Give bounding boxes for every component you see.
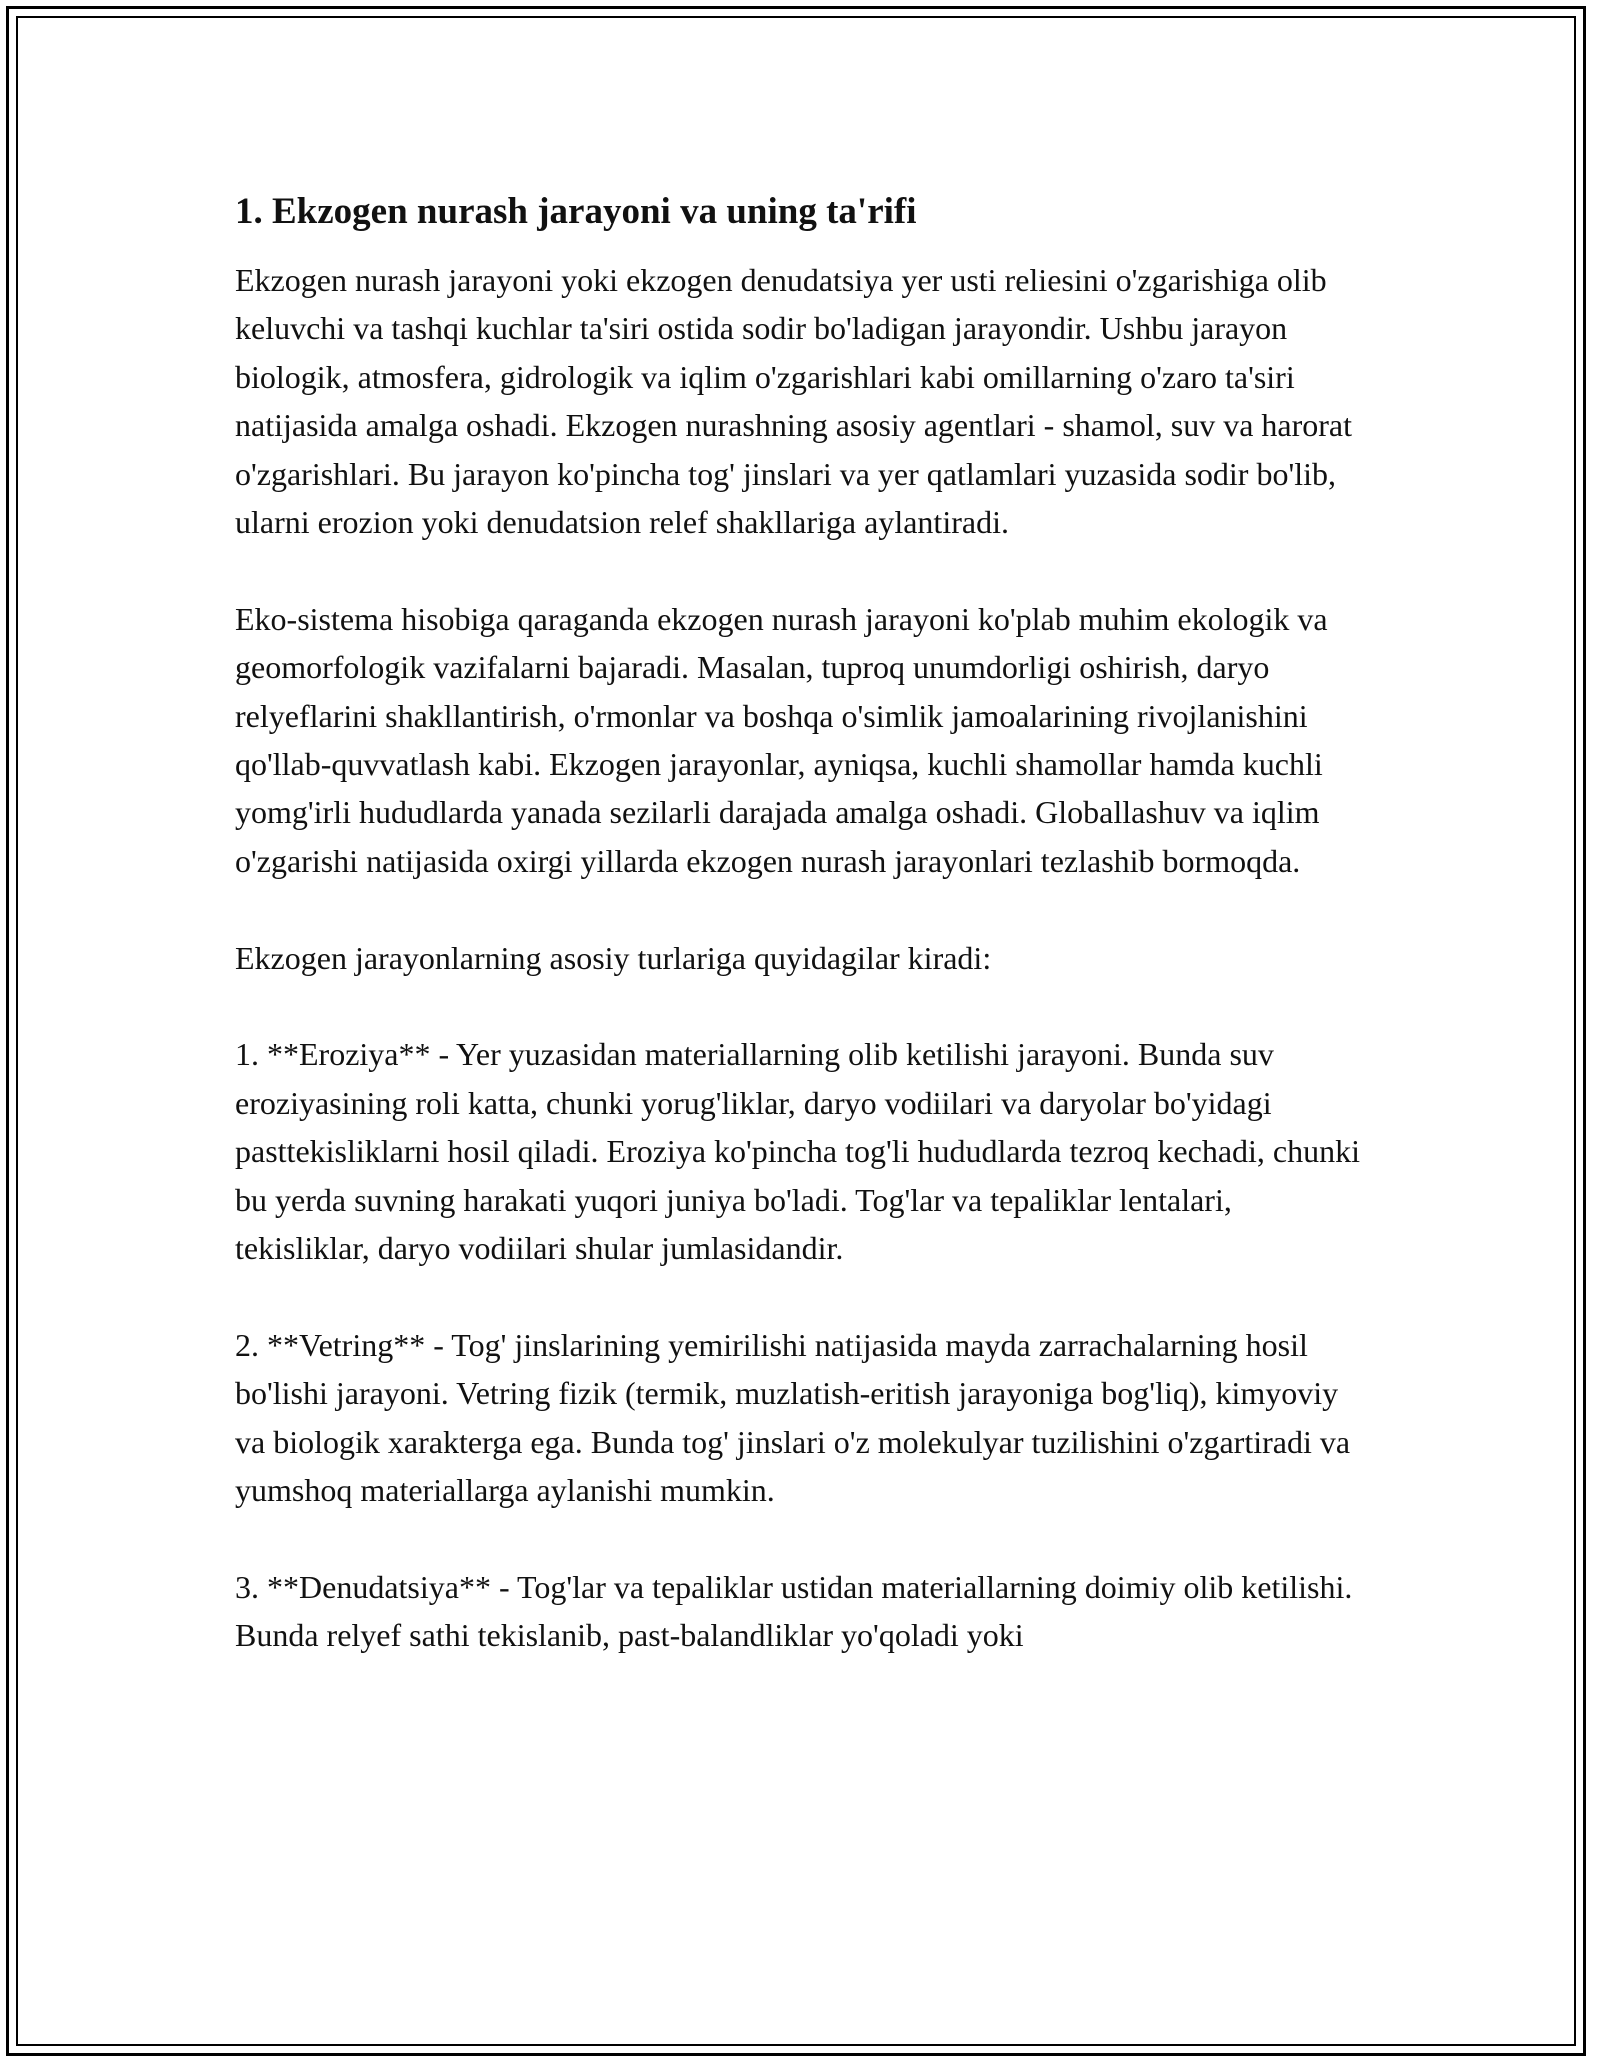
paragraph-types-intro: Ekzogen jarayonlarning asosiy turlariga quyidagilar kiradi:	[235, 939, 992, 976]
list-item-denudation: 3. **Denudatsiya** - Tog'lar va tepaliklar ustidan materiallarning doimiy olib ketilishi. Bunda relyef sathi tekislanib, past-balandliklar yo'qoladi yoki	[235, 1568, 1353, 1654]
list-item-weathering: 2. **Vetring** - Tog' jinslarining yemirilishi natijasida mayda zarrachalarning hosil bo'lishi jarayoni. Vetring fizik (termik, muzlatish-eritish jarayoniga bog'liq), kimyoviy va biologik xarakterga ega. Bunda tog' jinslari o'z molekulyar tuzilishini o'zgartiradi va yumshoq materiallarga aylanishi mumkin.	[235, 1326, 1351, 1509]
paragraph-ecosystem: Eko-sistema hisobiga qaraganda ekzogen nurash jarayoni ko'plab muhim ekologik va geomorfologik vazifalarni bajaradi. Masalan, tuproq unumdorligi oshirish, daryo relyeflarini shakllantirish, o'rmonlar va boshqa o'simlik jamoalarining rivojlanishini qo'llab-quvvatlash kabi. Ekzogen jarayonlar, ayniqsa, kuchli shamollar hamda kuchli yomg'irli hududlarda yanada sezilarli darajada amalga oshadi. Globallashuv va iqlim o'zgarishi natijasida oxirgi yillarda ekzogen nurash jarayonlari tezlashib bormoqda.	[235, 600, 1328, 879]
paragraph-definition: Ekzogen nurash jarayoni yoki ekzogen denudatsiya yer usti reliesini o'zgarishiga olib keluvchi va tashqi kuchlar ta'siri ostida sodir bo'ladigan jarayondir. Ushbu jarayon biologik, atmosfera, gidrologik va iqlim o'zgarishlari kabi omillarning o'zaro ta'siri natijasida amalga oshadi. Ekzogen nurashning asosiy agentlari - shamol, suv va harorat o'zgarishlari. Bu jarayon ko'pincha tog' jinslari va yer qatlamlari yuzasida sodir bo'lib, ularni erozion yoki denudatsion relef shakllariga aylantiradi.	[235, 262, 1353, 541]
list-item-erosion: 1. **Eroziya** - Yer yuzasidan materiallarning olib ketilishi jarayoni. Bunda suv eroziyasining roli katta, chunki yorug'liklar, daryo vodiilari va daryolar bo'yidagi pasttekisliklarni hosil qiladi. Eroziya ko'pincha tog'li hududlarda tezroq kechadi, chunki bu yerda suvning harakati yuqori juniya bo'ladi. Tog'lar va tepaliklar lentalari, tekisliklar, daryo vodiilari shular jumlasidandir.	[235, 1036, 1361, 1267]
document-body	[235, 186, 1370, 1660]
section-heading: 1. Ekzogen nurash jarayoni va uning ta'rifi	[235, 191, 917, 232]
